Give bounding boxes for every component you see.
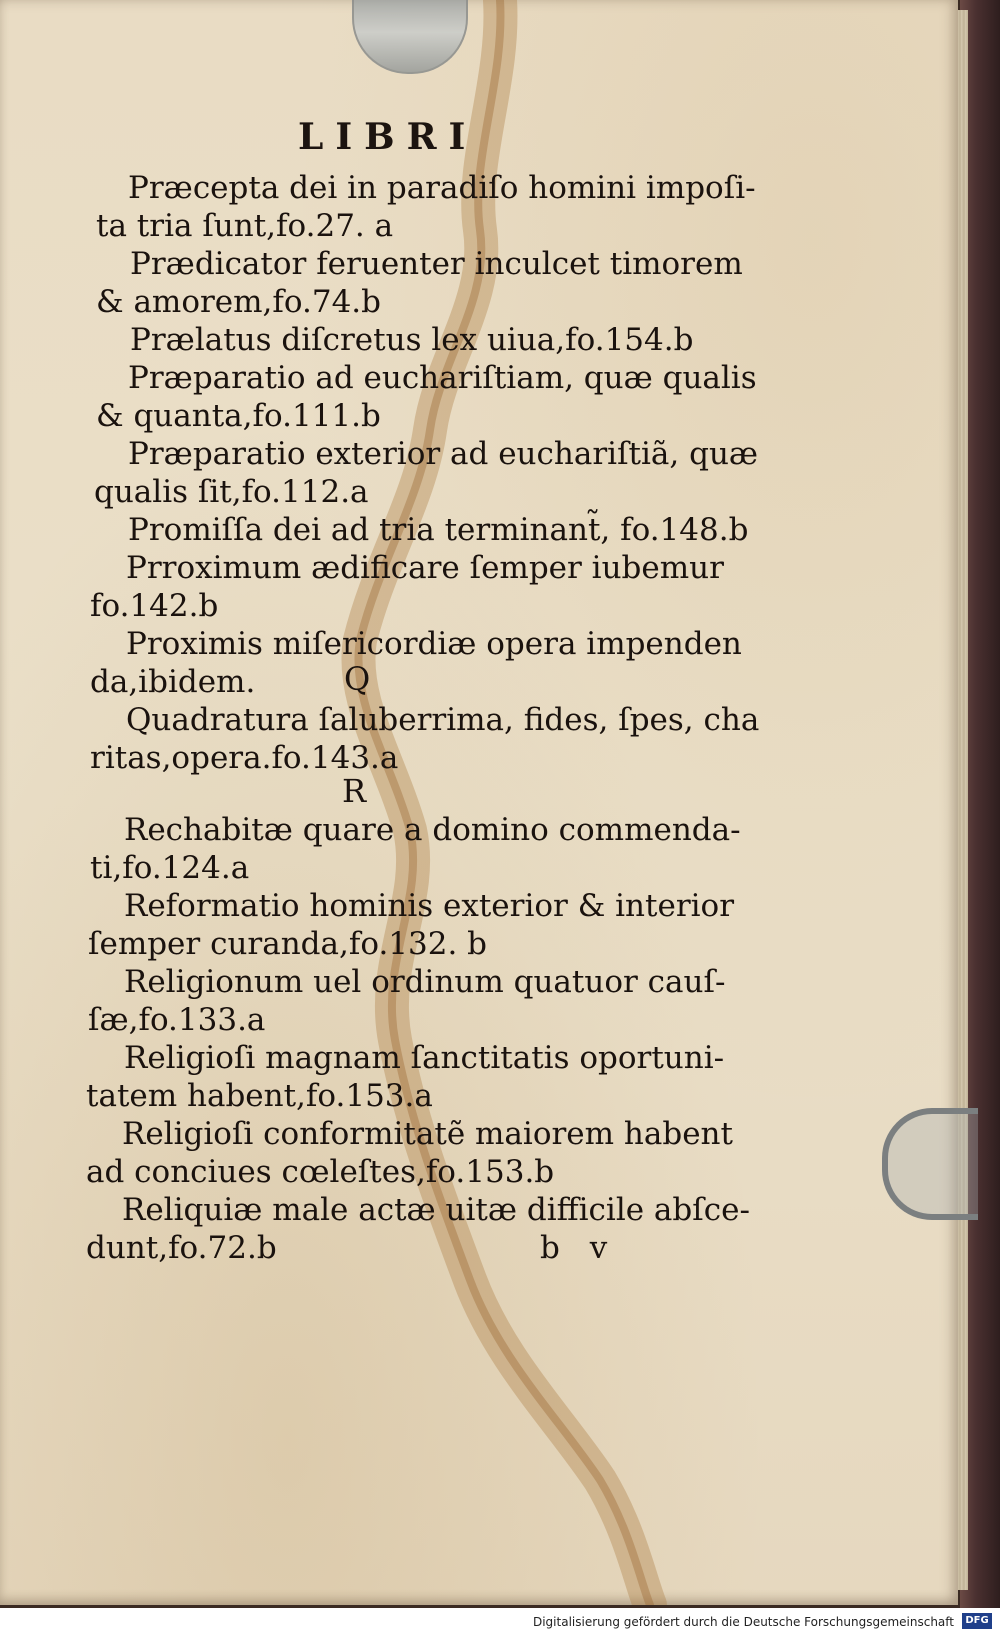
entry-line: qualis ſit,fo.112.a [94,474,369,510]
entry-line: Promiſſa dei ad tria terminant̃, fo.148.b [128,512,749,548]
entry-line: Religionum uel ordinum quatuor cauſ- [124,964,726,1000]
entry-line: Præcepta dei in paradiſo homini impoſi- [128,170,756,206]
entry-line: Quadratura ſaluberrima, fides, ſpes, cha [126,702,760,738]
page-clip-top [352,0,468,74]
entry-line: dunt,fo.72.b [86,1230,277,1266]
entry-line: Prroximum ædificare ſemper iubemur [126,550,724,586]
entry-line: Religioſi conformitatẽ maiorem habent [122,1116,733,1152]
entry-line: ad conciues cœleſtes,fo.153.b [86,1154,555,1190]
entry-line: & quanta,fo.111.b [96,398,381,434]
entry-line: Rechabitæ quare a domino commenda- [124,812,741,848]
entry-line: Prædicator feruenter inculcet timorem [130,246,743,282]
entry-line: ta tria ſunt,fo.27. a [96,208,394,244]
entry-line: Præparatio ad euchariſtiam, quæ qualis [128,360,757,396]
entry-line: ritas,opera.fo.143.a [90,740,399,776]
entry-line: Præparatio exterior ad euchariſtiã, quæ [128,436,759,472]
entry-line: da,ibidem. [90,664,256,700]
entry-line: Reliquiæ male actæ uitæ difficile abſce- [122,1192,750,1228]
entry-line: ſæ,fo.133.a [88,1002,266,1038]
entry-line: ſemper curanda,fo.132. b [88,926,488,962]
entry-line: Religioſi magnam ſanctitatis oportuni- [124,1040,725,1076]
dfg-logo: DFG [962,1613,992,1629]
entry-line: Reformatio hominis exterior & interior [124,888,735,924]
entry-line: & amorem,fo.74.b [96,284,381,320]
running-head: LIBRI [298,116,478,158]
entry-line: fo.142.b [90,588,219,624]
page-clip-right [882,1108,978,1220]
entry-line: Proximis miſericordiæ opera impenden [126,626,742,662]
signature-mark: b v [540,1230,618,1266]
entry-line: tatem habent,fo.153.a [86,1078,433,1114]
footer-credit: Digitalisierung gefördert durch die Deutsche Forschungsgemeinschaft [532,1615,954,1629]
section-letter: Q [344,660,371,698]
entry-line: ti,fo.124.a [90,850,250,886]
section-letter: R [342,772,367,810]
entry-line: Prælatus diſcretus lex uiua,fo.154.b [130,322,694,358]
